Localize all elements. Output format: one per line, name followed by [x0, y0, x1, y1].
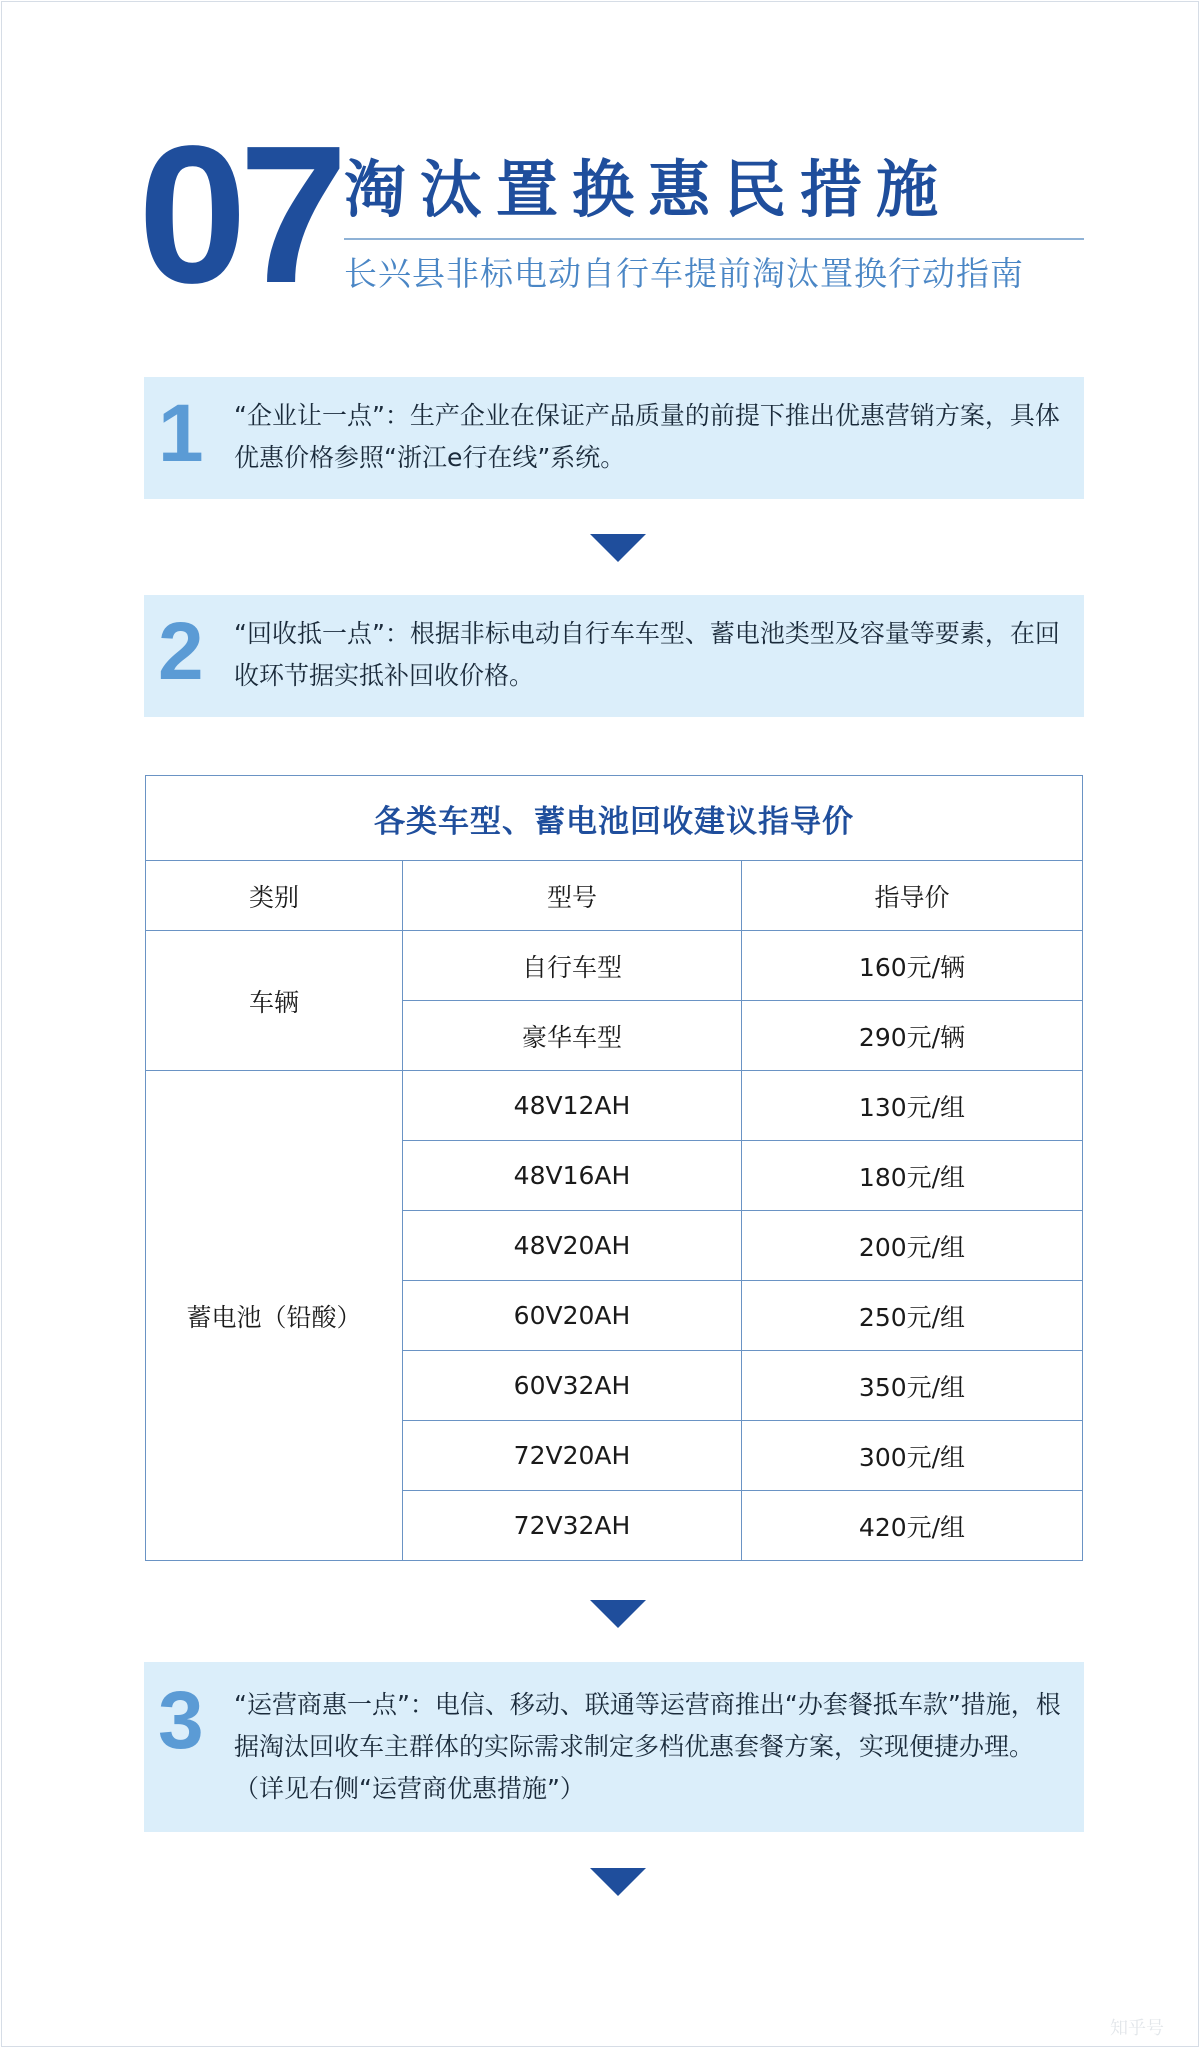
table-header-row	[146, 861, 1083, 931]
model-cell: 60V32AH	[403, 1351, 742, 1421]
down-arrow-icon	[590, 1868, 646, 1896]
title-divider	[344, 238, 1084, 240]
table-caption: 各类车型、蓄电池回收建议指导价	[146, 776, 1083, 861]
model-cell: 48V16AH	[403, 1141, 742, 1211]
price-cell: 290元/辆	[742, 1001, 1083, 1071]
table-row	[146, 931, 1083, 1001]
step-box-1	[144, 377, 1084, 499]
column-header: 类别	[146, 861, 403, 931]
price-cell: 130元/组	[742, 1071, 1083, 1141]
table-row	[146, 1071, 1083, 1141]
category-cell: 车辆	[146, 931, 403, 1071]
step-box-2	[144, 595, 1084, 717]
column-header: 指导价	[742, 861, 1083, 931]
step-text: “运营商惠一点”：电信、移动、联通等运营商推出“办套餐抵车款”措施，根据淘汰回收车主群体的实际需求制定多档优惠套餐方案，实现便捷办理。（详见右侧“运营商优惠措施”）	[234, 1690, 1061, 1803]
watermark: 知乎号	[1110, 2018, 1164, 2039]
price-cell: 200元/组	[742, 1211, 1083, 1281]
step-text: “企业让一点”：生产企业在保证产品质量的前提下推出优惠营销方案，具体优惠价格参照“浙江e行在线”系统。	[234, 401, 1060, 472]
down-arrow-icon	[590, 534, 646, 562]
price-cell: 180元/组	[742, 1141, 1083, 1211]
down-arrow-icon	[590, 1600, 646, 1628]
price-cell: 350元/组	[742, 1351, 1083, 1421]
step-number: 3	[158, 1675, 204, 1766]
model-cell: 60V20AH	[403, 1281, 742, 1351]
section-number: 07	[138, 105, 341, 324]
category-cell: 蓄电池（铅酸）	[146, 1071, 403, 1561]
price-cell: 250元/组	[742, 1281, 1083, 1351]
page-subtitle: 长兴县非标电动自行车提前淘汰置换行动指南	[344, 254, 1024, 293]
price-cell: 300元/组	[742, 1421, 1083, 1491]
price-cell: 420元/组	[742, 1491, 1083, 1561]
page-title: 淘汰置换惠民措施	[344, 153, 953, 226]
model-cell: 48V20AH	[403, 1211, 742, 1281]
step-text: “回收抵一点”：根据非标电动自行车车型、蓄电池类型及容量等要素，在回收环节据实抵补回收价格。	[234, 619, 1060, 690]
step-number: 2	[158, 606, 204, 697]
model-cell: 自行车型	[403, 931, 742, 1001]
step-number: 1	[158, 388, 204, 479]
model-cell: 72V32AH	[403, 1491, 742, 1561]
column-header: 型号	[403, 861, 742, 931]
model-cell: 48V12AH	[403, 1071, 742, 1141]
price-table	[145, 775, 1083, 1561]
price-cell: 160元/辆	[742, 931, 1083, 1001]
step-box-3	[144, 1662, 1084, 1832]
model-cell: 豪华车型	[403, 1001, 742, 1071]
model-cell: 72V20AH	[403, 1421, 742, 1491]
